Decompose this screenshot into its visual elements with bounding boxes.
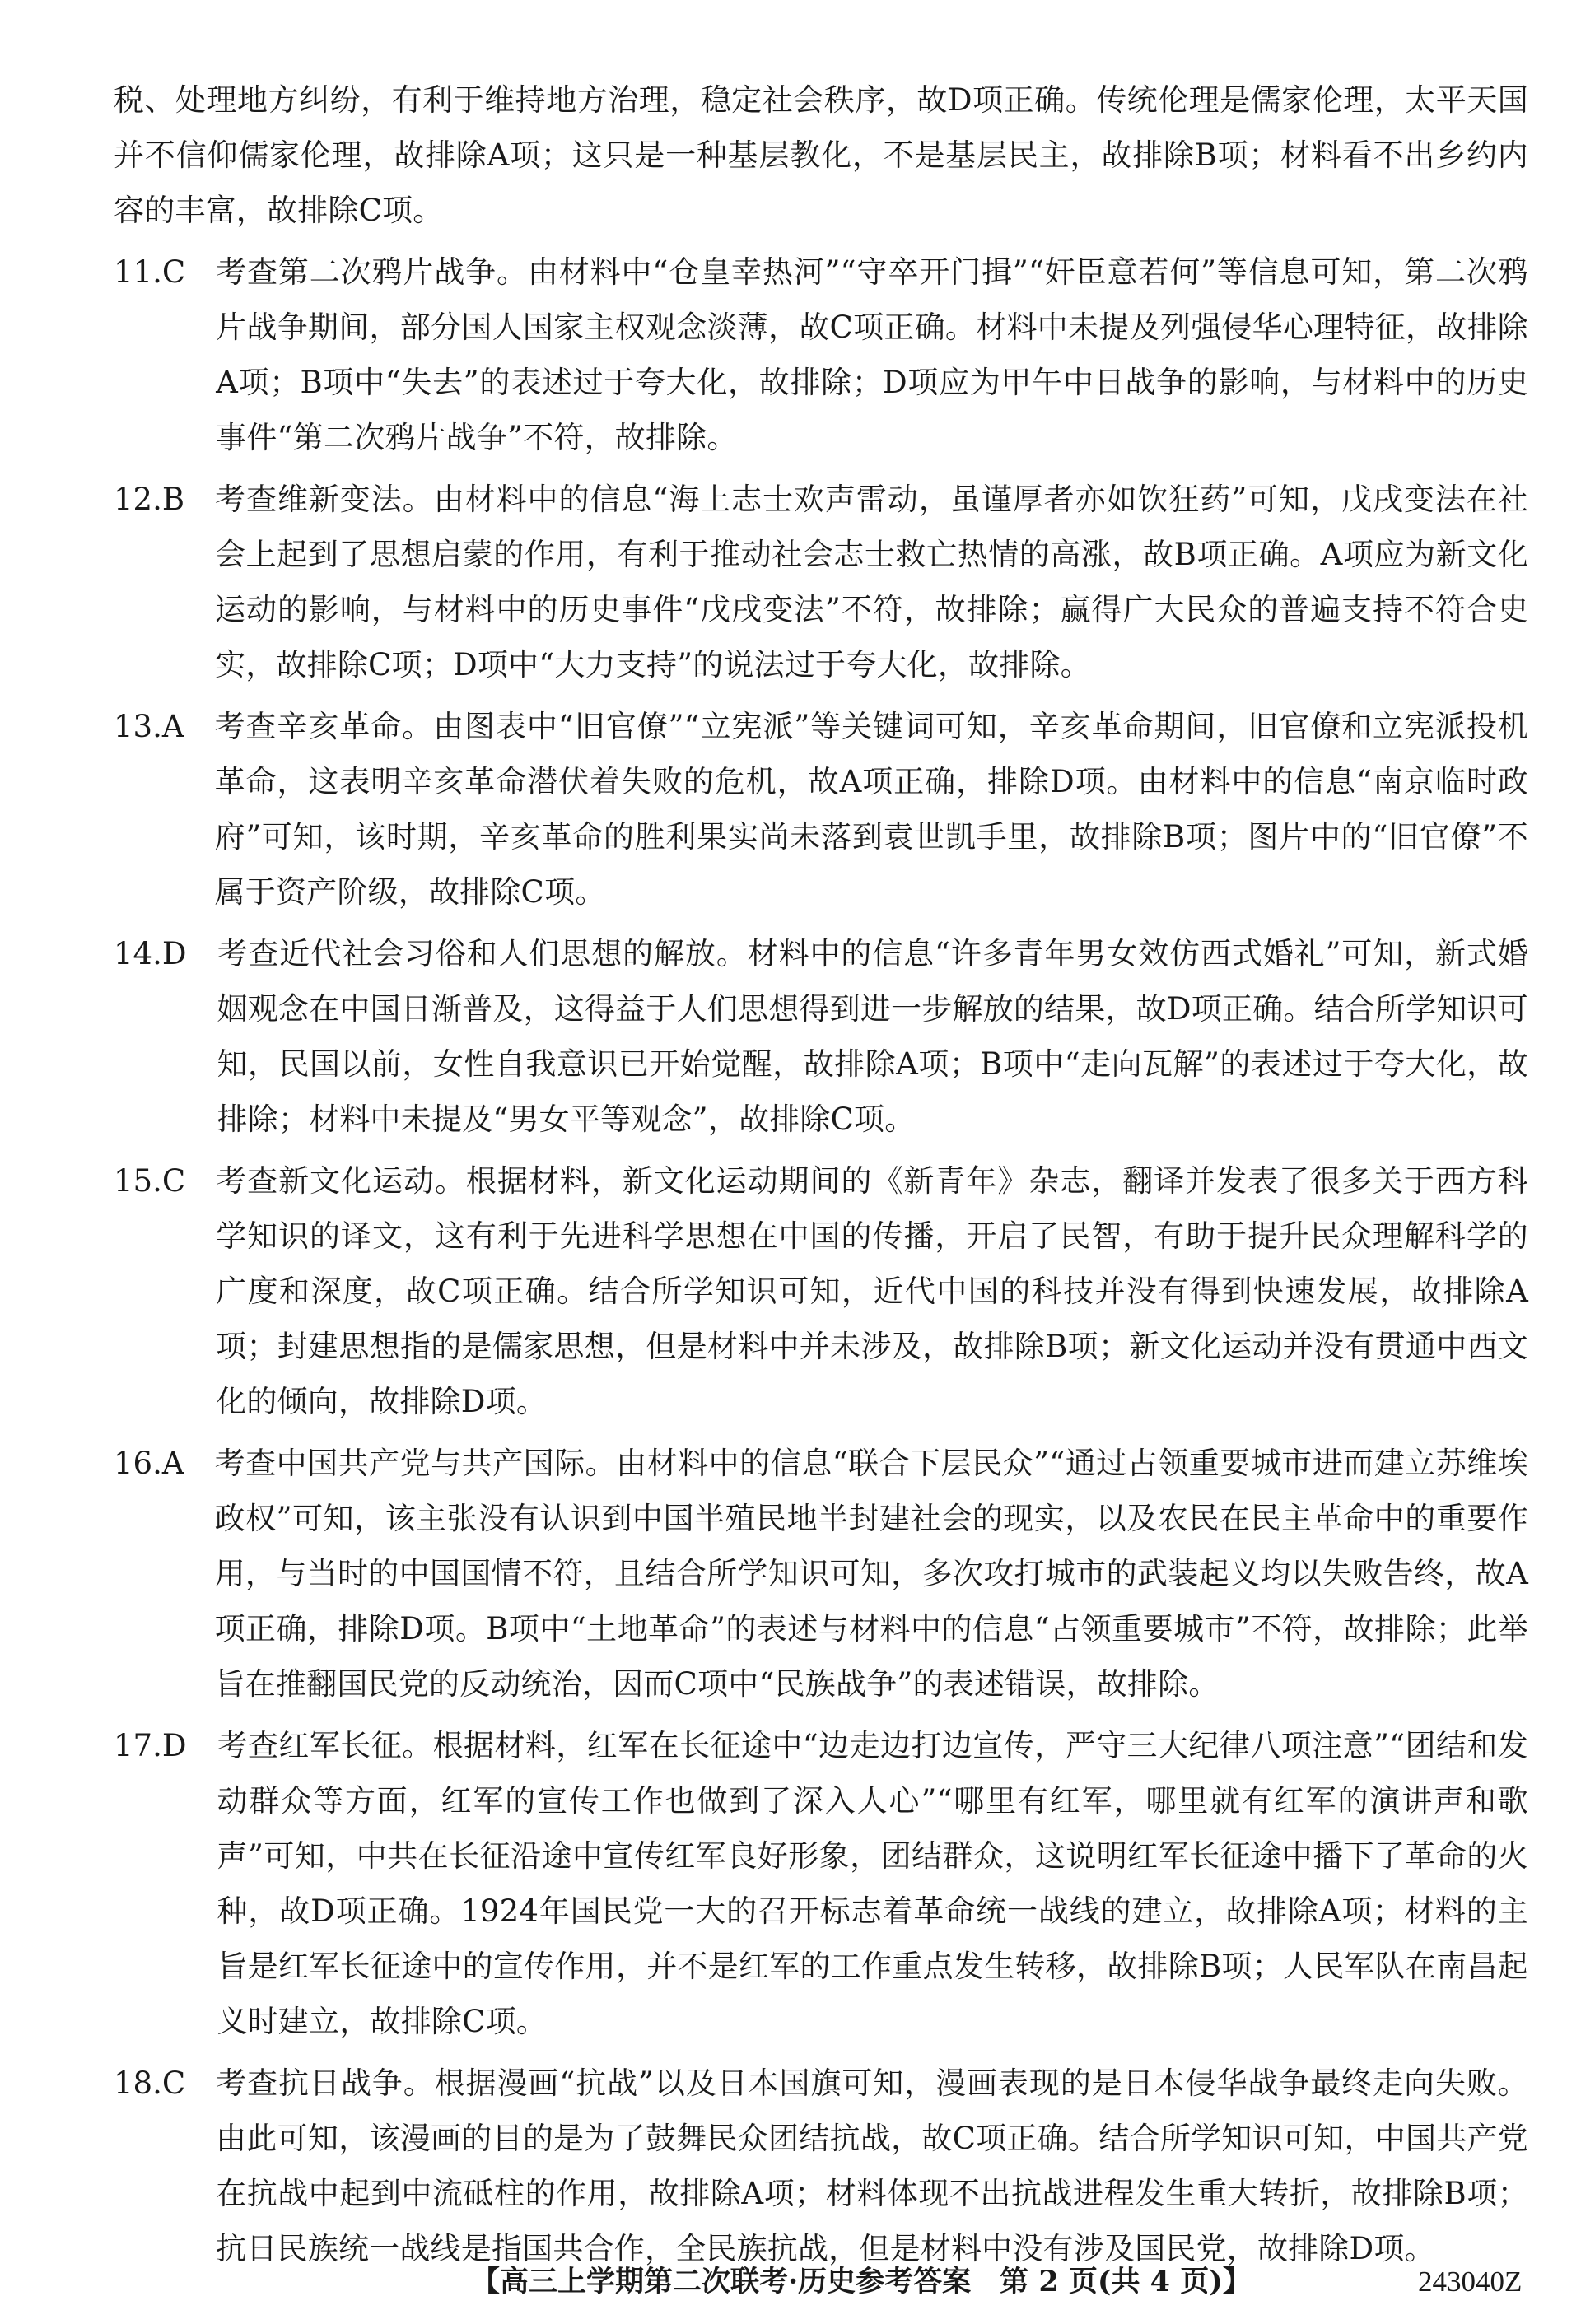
answer-number: 18.C	[114, 2066, 217, 2101]
answer-number: 13.A	[114, 709, 215, 744]
answer-item-13	[114, 699, 1528, 920]
footer-title: 【高三上学期第二次联考·历史参考答案 第 2 页(共 4 页)】	[471, 2265, 1252, 2298]
answer-number: 14.D	[114, 936, 217, 971]
answer-item-18	[114, 2056, 1528, 2276]
document-page	[114, 72, 1528, 2283]
answer-explanation: 考查近代社会习俗和人们思想的解放。材料中的信息“许多青年男女效仿西式婚礼”可知，新式婚姻观念在中国日渐普及，这得益于人们思想得到进一步解放的结果，故D项正确。结合所学知识可知，民国以前，女性自我意识已开始觉醒，故排除A项；B项中“走向瓦解”的表述过于夸大化，故排除；材料中未提及“男女平等观念”，故排除C项。	[217, 936, 1528, 1137]
answer-explanation: 考查抗日战争。根据漫画“抗战”以及日本国旗可知，漫画表现的是日本侵华战争最终走向失败。由此可知，该漫画的目的是为了鼓舞民众团结抗战，故C项正确。结合所学知识可知，中国共产党在抗战中起到中流砥柱的作用，故排除A项；材料体现不出抗战进程发生重大转折，故排除B项；抗日民族统一战线是指国共合作，全民族抗战，但是材料中没有涉及国民党，故排除D项。	[216, 2066, 1528, 2266]
answer-item-11	[114, 245, 1528, 465]
answer-number: 15.C	[114, 1163, 217, 1199]
answer-number: 16.A	[114, 1446, 215, 1481]
answer-item-12	[114, 472, 1528, 692]
answer-explanation: 考查中国共产党与共产国际。由材料中的信息“联合下层民众”“通过占领重要城市进而建立苏维埃政权”可知，该主张没有认识到中国半殖民地半封建社会的现实，以及农民在民主革命中的重要作用，与当时的中国国情不符，且结合所学知识可知，多次攻打城市的武装起义均以失败告终，故A项正确，排除D项。B项中“土地革命”的表述与材料中的信息“占领重要城市”不符，故排除；此举旨在推翻国民党的反动统治，因而C项中“民族战争”的表述错误，故排除。	[214, 1446, 1528, 1702]
answer-item-17	[114, 1718, 1528, 2049]
answer-explanation: 考查维新变法。由材料中的信息“海上志士欢声雷动，虽谨厚者亦如饮狂药”可知，戊戌变法在社会上起到了思想启蒙的作用，有利于推动社会志士救亡热情的高涨，故B项正确。A项应为新文化运动的影响，与材料中的历史事件“戊戌变法”不符，故排除；赢得广大民众的普遍支持不符合史实，故排除C项；D项中“大力支持”的说法过于夸大化，故排除。	[215, 482, 1528, 682]
answer-number: 11.C	[114, 254, 217, 290]
footer-code: 243040Z	[1418, 2266, 1523, 2298]
intro-paragraph: 税、处理地方纠纷，有利于维持地方治理，稳定社会秩序，故D项正确。传统伦理是儒家伦理，太平天国并不信仰儒家伦理，故排除A项；这只是一种基层教化，不是基层民主，故排除B项；材料看不出乡约内容的丰富，故排除C项。	[114, 82, 1528, 228]
answer-explanation: 考查红军长征。根据材料，红军在长征途中“边走边打边宣传，严守三大纪律八项注意”“团结和发动群众等方面，红军的宣传工作也做到了深入人心”“哪里有红军，哪里就有红军的演讲声和歌声”可知，中共在长征沿途中宣传红军良好形象，团结群众，这说明红军长征途中播下了革命的火种，故D项正确。1924年国民党一大的召开标志着革命统一战线的建立，故排除A项；材料的主旨是红军长征途中的宣传作用，并不是红军的工作重点发生转移，故排除B项；人民军队在南昌起义时建立，故排除C项。	[217, 1728, 1528, 2039]
answer-number: 12.B	[114, 482, 216, 517]
answer-item-16	[114, 1436, 1528, 1712]
answer-explanation: 考查第二次鸦片战争。由材料中“仓皇幸热河”“守卒开门揖”“奸臣意若何”等信息可知，第二次鸦片战争期间，部分国人国家主权观念淡薄，故C项正确。材料中未提及列强侵华心理特征，故排除A项；B项中“失去”的表述过于夸大化，故排除；D项应为甲午中日战争的影响，与材料中的历史事件“第二次鸦片战争”不符，故排除。	[216, 254, 1528, 455]
answer-item-15	[114, 1153, 1528, 1429]
answer-explanation: 考查辛亥革命。由图表中“旧官僚”“立宪派”等关键词可知，辛亥革命期间，旧官僚和立宪派投机革命，这表明辛亥革命潜伏着失败的危机，故A项正确，排除D项。由材料中的信息“南京临时政府”可知，该时期，辛亥革命的胜利果实尚未落到袁世凯手里，故排除B项；图片中的“旧官僚”不属于资产阶级，故排除C项。	[214, 709, 1528, 910]
answer-explanation: 考查新文化运动。根据材料，新文化运动期间的《新青年》杂志，翻译并发表了很多关于西方科学知识的译文，这有利于先进科学思想在中国的传播，开启了民智，有助于提升民众理解科学的广度和深度，故C项正确。结合所学知识可知，近代中国的科技并没有得到快速发展，故排除A项；封建思想指的是儒家思想，但是材料中并未涉及，故排除B项；新文化运动并没有贯通中西文化的倾向，故排除D项。	[216, 1163, 1528, 1419]
answer-item-14	[114, 926, 1528, 1147]
answer-number: 17.D	[114, 1728, 217, 1763]
page-footer	[0, 2262, 1595, 2302]
